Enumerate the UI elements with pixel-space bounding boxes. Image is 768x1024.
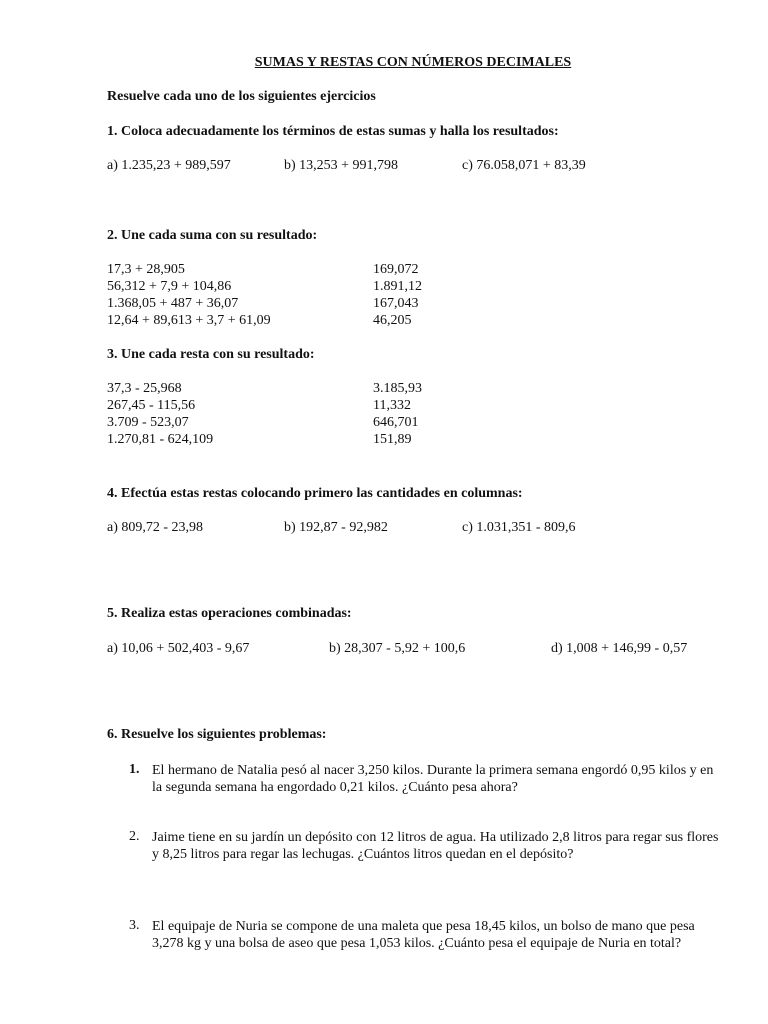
exercise-1-c: c) 76.058,071 + 83,39 [462, 158, 586, 173]
exercise-3-results [373, 380, 422, 448]
exercise-1-b: b) 13,253 + 991,798 [284, 158, 399, 173]
list-item: 56,312 + 7,9 + 104,86 [107, 279, 232, 294]
list-item: 12,64 + 89,613 + 3,7 + 61,09 [107, 313, 271, 328]
list-item: 46,205 [373, 313, 412, 328]
exercise-3-heading: 3. Une cada resta con su resultado: [107, 347, 315, 362]
exercise-6-heading: 6. Resuelve los siguientes problemas: [107, 727, 327, 742]
exercise-5-b: b) 28,307 - 5,92 + 100,6 [329, 641, 466, 656]
list-item: 1.891,12 [373, 279, 422, 294]
list-item: 1.270,81 - 624,109 [107, 432, 214, 447]
list-item: 3.709 - 523,07 [107, 415, 189, 430]
problem-1-number: 1. [129, 762, 140, 777]
list-item: 169,072 [373, 262, 419, 277]
exercise-1-heading: 1. Coloca adecuadamente los términos de estas sumas y halla los resultados: [107, 124, 559, 139]
exercise-4-b: b) 192,87 - 92,982 [284, 520, 388, 535]
list-item: 267,45 - 115,56 [107, 398, 196, 413]
exercise-2-sums [107, 261, 407, 329]
list-item: 37,3 - 25,968 [107, 381, 182, 396]
exercise-3-subtractions [107, 380, 407, 448]
cut-off-text-fragment [152, 1016, 722, 1024]
list-item: 3.185,93 [373, 381, 422, 396]
exercise-4-heading: 4. Efectúa estas restas colocando primero las cantidades en columnas: [107, 486, 523, 501]
list-item: 11,332 [373, 398, 411, 413]
exercise-1-a: a) 1.235,23 + 989,597 [107, 158, 231, 173]
list-item: 646,701 [373, 415, 419, 430]
problem-3-number: 3. [129, 918, 140, 933]
problem-2-text: Jaime tiene en su jardín un depósito con 12 litros de agua. Ha utilizado 2,8 litros para regar sus flores y 8,25 litros para regar las lechugas. ¿Cuántos litros quedan en el depósito? [152, 830, 719, 862]
page-title: SUMAS Y RESTAS CON NÚMEROS DECIMALES [254, 55, 572, 70]
problem-1-text: El hermano de Natalia pesó al nacer 3,250 kilos. Durante la primera semana engordó 0,95 kilos y en la segunda semana ha engordado 0,21 kilos. ¿Cuánto pesa ahora? [152, 763, 714, 795]
list-item: 1.368,05 + 487 + 36,07 [107, 296, 239, 311]
instruction: Resuelve cada uno de los siguientes ejercicios [107, 89, 376, 104]
cut-off-text-line [152, 1016, 722, 1024]
list-item: 167,043 [373, 296, 419, 311]
exercise-5-d: d) 1,008 + 146,99 - 0,57 [551, 641, 688, 656]
exercise-2-results [373, 261, 422, 329]
problem-2-number: 2. [129, 829, 140, 844]
list-item: 151,89 [373, 432, 412, 447]
exercise-4-c: c) 1.031,351 - 809,6 [462, 520, 576, 535]
exercise-2-heading: 2. Une cada suma con su resultado: [107, 228, 318, 243]
list-item: 17,3 + 28,905 [107, 262, 185, 277]
exercise-4-a: a) 809,72 - 23,98 [107, 520, 204, 535]
problem-3-text: El equipaje de Nuria se compone de una maleta que pesa 18,45 kilos, un bolso de mano que pesa 3,278 kg y una bolsa de aseo que pesa 1,053 kilos. ¿Cuánto pesa el equipaje de Nuria en total? [152, 919, 695, 951]
exercise-5-a: a) 10,06 + 502,403 - 9,67 [107, 641, 250, 656]
exercise-5-heading: 5. Realiza estas operaciones combinadas: [107, 606, 352, 621]
